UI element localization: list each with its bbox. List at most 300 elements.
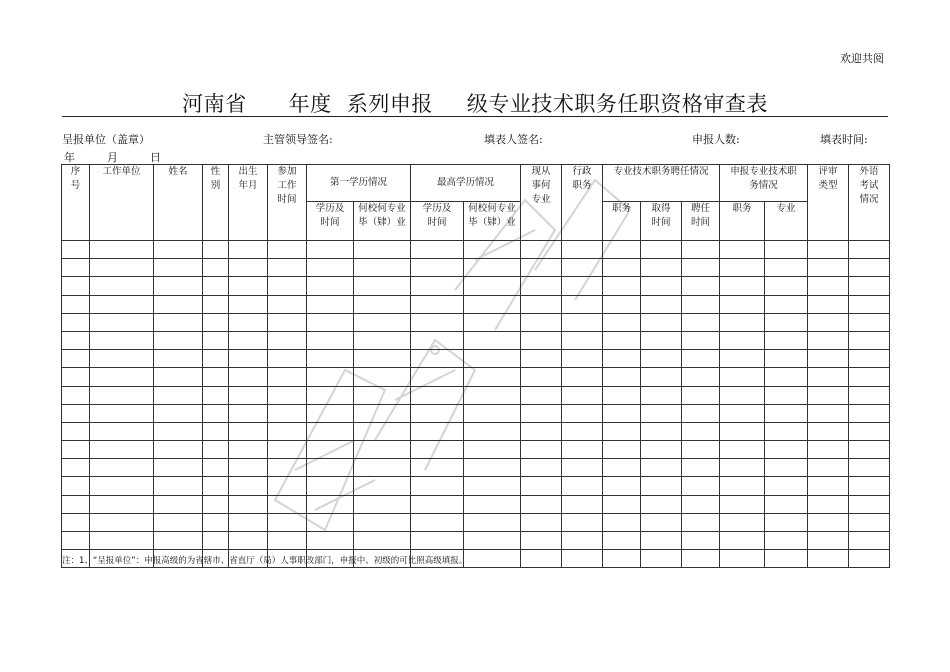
table-cell[interactable]	[62, 422, 90, 440]
table-cell[interactable]	[464, 495, 521, 513]
table-cell[interactable]	[562, 350, 603, 368]
table-cell[interactable]	[562, 386, 603, 404]
table-cell[interactable]	[354, 241, 411, 259]
table-cell[interactable]	[765, 241, 808, 259]
table-cell[interactable]	[62, 459, 90, 477]
table-cell[interactable]	[203, 532, 229, 550]
table-cell[interactable]	[641, 441, 682, 459]
table-cell[interactable]	[464, 550, 521, 568]
table-cell[interactable]	[90, 532, 154, 550]
table-cell[interactable]	[354, 313, 411, 331]
table-cell[interactable]	[603, 241, 641, 259]
table-cell[interactable]	[682, 441, 720, 459]
table-cell[interactable]	[849, 241, 890, 259]
table-cell[interactable]	[268, 350, 307, 368]
table-cell[interactable]	[720, 550, 765, 568]
table-cell[interactable]	[411, 368, 464, 386]
table-cell[interactable]	[720, 495, 765, 513]
table-cell[interactable]	[307, 350, 354, 368]
table-cell[interactable]	[682, 241, 720, 259]
table-cell[interactable]	[562, 368, 603, 386]
table-cell[interactable]	[307, 477, 354, 495]
table-cell[interactable]	[229, 350, 268, 368]
table-cell[interactable]	[808, 532, 849, 550]
table-cell[interactable]	[203, 495, 229, 513]
table-cell[interactable]	[203, 459, 229, 477]
table-cell[interactable]	[154, 422, 203, 440]
table-cell[interactable]	[229, 386, 268, 404]
table-cell[interactable]	[154, 331, 203, 349]
table-cell[interactable]	[62, 368, 90, 386]
table-cell[interactable]	[307, 331, 354, 349]
table-cell[interactable]	[521, 422, 562, 440]
table-cell[interactable]	[464, 441, 521, 459]
table-cell[interactable]	[203, 350, 229, 368]
table-cell[interactable]	[268, 386, 307, 404]
table-cell[interactable]	[682, 259, 720, 277]
table-cell[interactable]	[154, 513, 203, 531]
table-cell[interactable]	[62, 259, 90, 277]
table-cell[interactable]	[354, 350, 411, 368]
table-cell[interactable]	[808, 550, 849, 568]
table-cell[interactable]	[90, 495, 154, 513]
table-cell[interactable]	[307, 241, 354, 259]
table-cell[interactable]	[521, 259, 562, 277]
table-cell[interactable]	[849, 477, 890, 495]
table-cell[interactable]	[90, 259, 154, 277]
table-cell[interactable]	[849, 295, 890, 313]
table-cell[interactable]	[521, 404, 562, 422]
table-cell[interactable]	[464, 404, 521, 422]
table-cell[interactable]	[464, 477, 521, 495]
table-cell[interactable]	[808, 477, 849, 495]
table-cell[interactable]	[62, 404, 90, 422]
table-cell[interactable]	[307, 495, 354, 513]
table-cell[interactable]	[808, 404, 849, 422]
table-cell[interactable]	[411, 331, 464, 349]
table-cell[interactable]	[62, 241, 90, 259]
table-cell[interactable]	[765, 313, 808, 331]
table-cell[interactable]	[562, 295, 603, 313]
table-cell[interactable]	[354, 404, 411, 422]
table-cell[interactable]	[765, 459, 808, 477]
table-cell[interactable]	[229, 477, 268, 495]
table-cell[interactable]	[720, 368, 765, 386]
table-cell[interactable]	[203, 259, 229, 277]
table-cell[interactable]	[229, 241, 268, 259]
table-cell[interactable]	[765, 386, 808, 404]
table-cell[interactable]	[268, 277, 307, 295]
table-cell[interactable]	[765, 532, 808, 550]
table-cell[interactable]	[720, 513, 765, 531]
table-cell[interactable]	[62, 532, 90, 550]
table-cell[interactable]	[229, 532, 268, 550]
table-cell[interactable]	[62, 495, 90, 513]
table-cell[interactable]	[562, 277, 603, 295]
table-cell[interactable]	[90, 277, 154, 295]
table-cell[interactable]	[411, 441, 464, 459]
table-cell[interactable]	[720, 295, 765, 313]
table-cell[interactable]	[229, 313, 268, 331]
table-cell[interactable]	[849, 513, 890, 531]
table-cell[interactable]	[203, 277, 229, 295]
table-cell[interactable]	[765, 550, 808, 568]
table-cell[interactable]	[641, 295, 682, 313]
table-cell[interactable]	[682, 295, 720, 313]
table-cell[interactable]	[808, 350, 849, 368]
table-cell[interactable]	[411, 277, 464, 295]
table-cell[interactable]	[849, 404, 890, 422]
table-cell[interactable]	[521, 313, 562, 331]
table-cell[interactable]	[765, 513, 808, 531]
table-cell[interactable]	[720, 532, 765, 550]
table-cell[interactable]	[603, 386, 641, 404]
table-cell[interactable]	[90, 331, 154, 349]
table-cell[interactable]	[720, 277, 765, 295]
table-cell[interactable]	[765, 331, 808, 349]
table-cell[interactable]	[562, 404, 603, 422]
table-cell[interactable]	[521, 477, 562, 495]
table-cell[interactable]	[229, 441, 268, 459]
table-cell[interactable]	[354, 277, 411, 295]
table-cell[interactable]	[411, 459, 464, 477]
table-cell[interactable]	[307, 441, 354, 459]
table-cell[interactable]	[307, 295, 354, 313]
table-cell[interactable]	[808, 513, 849, 531]
table-cell[interactable]	[464, 459, 521, 477]
table-cell[interactable]	[229, 259, 268, 277]
table-cell[interactable]	[641, 241, 682, 259]
table-cell[interactable]	[562, 259, 603, 277]
table-cell[interactable]	[765, 422, 808, 440]
table-cell[interactable]	[354, 422, 411, 440]
table-cell[interactable]	[354, 477, 411, 495]
table-cell[interactable]	[521, 441, 562, 459]
table-cell[interactable]	[154, 259, 203, 277]
table-cell[interactable]	[562, 313, 603, 331]
table-cell[interactable]	[562, 495, 603, 513]
table-cell[interactable]	[411, 295, 464, 313]
table-cell[interactable]	[521, 532, 562, 550]
table-cell[interactable]	[354, 441, 411, 459]
table-cell[interactable]	[682, 550, 720, 568]
table-cell[interactable]	[464, 368, 521, 386]
table-cell[interactable]	[682, 277, 720, 295]
table-cell[interactable]	[203, 513, 229, 531]
table-cell[interactable]	[307, 386, 354, 404]
table-cell[interactable]	[203, 477, 229, 495]
table-cell[interactable]	[268, 422, 307, 440]
table-cell[interactable]	[307, 422, 354, 440]
table-cell[interactable]	[268, 259, 307, 277]
table-cell[interactable]	[849, 532, 890, 550]
table-cell[interactable]	[641, 495, 682, 513]
table-cell[interactable]	[229, 404, 268, 422]
table-cell[interactable]	[521, 495, 562, 513]
table-cell[interactable]	[154, 295, 203, 313]
table-cell[interactable]	[307, 459, 354, 477]
table-cell[interactable]	[720, 477, 765, 495]
table-cell[interactable]	[307, 277, 354, 295]
table-cell[interactable]	[90, 350, 154, 368]
table-cell[interactable]	[849, 331, 890, 349]
table-cell[interactable]	[229, 331, 268, 349]
table-cell[interactable]	[765, 477, 808, 495]
table-cell[interactable]	[808, 495, 849, 513]
table-cell[interactable]	[411, 532, 464, 550]
table-cell[interactable]	[849, 313, 890, 331]
table-cell[interactable]	[849, 550, 890, 568]
table-cell[interactable]	[808, 313, 849, 331]
table-cell[interactable]	[154, 350, 203, 368]
table-cell[interactable]	[682, 532, 720, 550]
table-cell[interactable]	[90, 313, 154, 331]
table-cell[interactable]	[411, 404, 464, 422]
table-cell[interactable]	[562, 513, 603, 531]
table-cell[interactable]	[521, 459, 562, 477]
table-cell[interactable]	[641, 404, 682, 422]
table-cell[interactable]	[354, 331, 411, 349]
table-cell[interactable]	[307, 368, 354, 386]
table-cell[interactable]	[720, 422, 765, 440]
table-cell[interactable]	[720, 441, 765, 459]
table-cell[interactable]	[765, 495, 808, 513]
table-cell[interactable]	[154, 459, 203, 477]
table-cell[interactable]	[307, 513, 354, 531]
table-cell[interactable]	[154, 404, 203, 422]
table-cell[interactable]	[154, 386, 203, 404]
table-cell[interactable]	[203, 404, 229, 422]
table-cell[interactable]	[411, 241, 464, 259]
table-cell[interactable]	[62, 441, 90, 459]
table-cell[interactable]	[229, 495, 268, 513]
table-cell[interactable]	[521, 350, 562, 368]
table-cell[interactable]	[411, 495, 464, 513]
table-cell[interactable]	[603, 368, 641, 386]
table-cell[interactable]	[354, 532, 411, 550]
table-cell[interactable]	[307, 259, 354, 277]
table-cell[interactable]	[354, 368, 411, 386]
table-cell[interactable]	[464, 331, 521, 349]
table-cell[interactable]	[682, 477, 720, 495]
table-cell[interactable]	[641, 277, 682, 295]
table-cell[interactable]	[765, 368, 808, 386]
table-cell[interactable]	[521, 295, 562, 313]
table-cell[interactable]	[464, 259, 521, 277]
table-cell[interactable]	[268, 331, 307, 349]
table-cell[interactable]	[603, 331, 641, 349]
table-cell[interactable]	[229, 277, 268, 295]
table-cell[interactable]	[411, 259, 464, 277]
table-cell[interactable]	[411, 422, 464, 440]
table-cell[interactable]	[641, 350, 682, 368]
table-cell[interactable]	[464, 277, 521, 295]
table-cell[interactable]	[464, 532, 521, 550]
table-cell[interactable]	[154, 368, 203, 386]
table-cell[interactable]	[307, 404, 354, 422]
table-cell[interactable]	[521, 241, 562, 259]
table-cell[interactable]	[641, 513, 682, 531]
table-cell[interactable]	[849, 459, 890, 477]
table-cell[interactable]	[203, 441, 229, 459]
table-cell[interactable]	[307, 532, 354, 550]
table-cell[interactable]	[603, 404, 641, 422]
table-cell[interactable]	[808, 368, 849, 386]
table-cell[interactable]	[521, 550, 562, 568]
table-cell[interactable]	[682, 513, 720, 531]
table-cell[interactable]	[411, 477, 464, 495]
table-cell[interactable]	[641, 331, 682, 349]
table-cell[interactable]	[808, 277, 849, 295]
table-cell[interactable]	[62, 331, 90, 349]
table-cell[interactable]	[521, 513, 562, 531]
table-cell[interactable]	[849, 495, 890, 513]
table-cell[interactable]	[521, 277, 562, 295]
table-cell[interactable]	[90, 513, 154, 531]
table-cell[interactable]	[464, 295, 521, 313]
table-cell[interactable]	[808, 441, 849, 459]
table-cell[interactable]	[682, 386, 720, 404]
table-cell[interactable]	[354, 295, 411, 313]
table-cell[interactable]	[62, 350, 90, 368]
table-cell[interactable]	[849, 350, 890, 368]
table-cell[interactable]	[203, 313, 229, 331]
table-cell[interactable]	[268, 477, 307, 495]
table-cell[interactable]	[641, 313, 682, 331]
table-cell[interactable]	[154, 441, 203, 459]
table-cell[interactable]	[268, 295, 307, 313]
table-cell[interactable]	[203, 422, 229, 440]
table-cell[interactable]	[849, 441, 890, 459]
table-cell[interactable]	[411, 513, 464, 531]
table-cell[interactable]	[682, 404, 720, 422]
table-cell[interactable]	[603, 550, 641, 568]
table-cell[interactable]	[307, 313, 354, 331]
table-cell[interactable]	[562, 331, 603, 349]
table-cell[interactable]	[849, 259, 890, 277]
table-cell[interactable]	[154, 495, 203, 513]
table-cell[interactable]	[765, 441, 808, 459]
table-cell[interactable]	[808, 386, 849, 404]
table-cell[interactable]	[354, 259, 411, 277]
table-cell[interactable]	[90, 459, 154, 477]
table-cell[interactable]	[808, 331, 849, 349]
table-cell[interactable]	[154, 477, 203, 495]
table-cell[interactable]	[603, 313, 641, 331]
table-cell[interactable]	[268, 459, 307, 477]
table-cell[interactable]	[603, 422, 641, 440]
table-cell[interactable]	[154, 277, 203, 295]
table-cell[interactable]	[641, 459, 682, 477]
table-cell[interactable]	[765, 350, 808, 368]
table-cell[interactable]	[682, 331, 720, 349]
table-cell[interactable]	[808, 295, 849, 313]
table-cell[interactable]	[268, 241, 307, 259]
table-cell[interactable]	[203, 331, 229, 349]
table-cell[interactable]	[682, 350, 720, 368]
table-cell[interactable]	[808, 241, 849, 259]
table-cell[interactable]	[720, 386, 765, 404]
table-cell[interactable]	[354, 386, 411, 404]
table-cell[interactable]	[849, 422, 890, 440]
table-cell[interactable]	[154, 313, 203, 331]
table-cell[interactable]	[464, 241, 521, 259]
table-cell[interactable]	[464, 513, 521, 531]
table-cell[interactable]	[354, 513, 411, 531]
table-cell[interactable]	[268, 495, 307, 513]
table-cell[interactable]	[562, 441, 603, 459]
table-cell[interactable]	[641, 386, 682, 404]
table-cell[interactable]	[203, 368, 229, 386]
table-cell[interactable]	[641, 259, 682, 277]
table-cell[interactable]	[203, 295, 229, 313]
table-cell[interactable]	[229, 295, 268, 313]
table-cell[interactable]	[90, 368, 154, 386]
table-cell[interactable]	[682, 495, 720, 513]
table-cell[interactable]	[203, 386, 229, 404]
table-cell[interactable]	[603, 477, 641, 495]
table-cell[interactable]	[641, 532, 682, 550]
table-cell[interactable]	[808, 422, 849, 440]
table-cell[interactable]	[229, 422, 268, 440]
table-cell[interactable]	[765, 259, 808, 277]
table-cell[interactable]	[154, 532, 203, 550]
table-cell[interactable]	[808, 459, 849, 477]
table-cell[interactable]	[62, 513, 90, 531]
table-cell[interactable]	[682, 313, 720, 331]
table-cell[interactable]	[603, 259, 641, 277]
table-cell[interactable]	[62, 277, 90, 295]
table-cell[interactable]	[603, 277, 641, 295]
table-cell[interactable]	[641, 550, 682, 568]
table-cell[interactable]	[720, 404, 765, 422]
table-cell[interactable]	[90, 441, 154, 459]
table-cell[interactable]	[90, 295, 154, 313]
table-cell[interactable]	[849, 277, 890, 295]
table-cell[interactable]	[411, 313, 464, 331]
table-cell[interactable]	[90, 404, 154, 422]
table-cell[interactable]	[720, 459, 765, 477]
table-cell[interactable]	[90, 386, 154, 404]
table-cell[interactable]	[641, 422, 682, 440]
table-cell[interactable]	[268, 441, 307, 459]
table-cell[interactable]	[229, 368, 268, 386]
table-cell[interactable]	[268, 368, 307, 386]
table-cell[interactable]	[464, 386, 521, 404]
table-cell[interactable]	[268, 513, 307, 531]
table-cell[interactable]	[464, 422, 521, 440]
table-cell[interactable]	[90, 422, 154, 440]
table-cell[interactable]	[765, 277, 808, 295]
table-cell[interactable]	[682, 422, 720, 440]
table-cell[interactable]	[521, 386, 562, 404]
table-cell[interactable]	[849, 386, 890, 404]
table-cell[interactable]	[411, 350, 464, 368]
table-cell[interactable]	[464, 350, 521, 368]
table-cell[interactable]	[720, 331, 765, 349]
table-cell[interactable]	[720, 313, 765, 331]
table-cell[interactable]	[765, 404, 808, 422]
table-cell[interactable]	[354, 459, 411, 477]
table-cell[interactable]	[562, 422, 603, 440]
table-cell[interactable]	[203, 241, 229, 259]
table-cell[interactable]	[682, 368, 720, 386]
table-cell[interactable]	[641, 368, 682, 386]
table-cell[interactable]	[521, 331, 562, 349]
table-cell[interactable]	[521, 368, 562, 386]
table-cell[interactable]	[268, 532, 307, 550]
table-cell[interactable]	[62, 386, 90, 404]
